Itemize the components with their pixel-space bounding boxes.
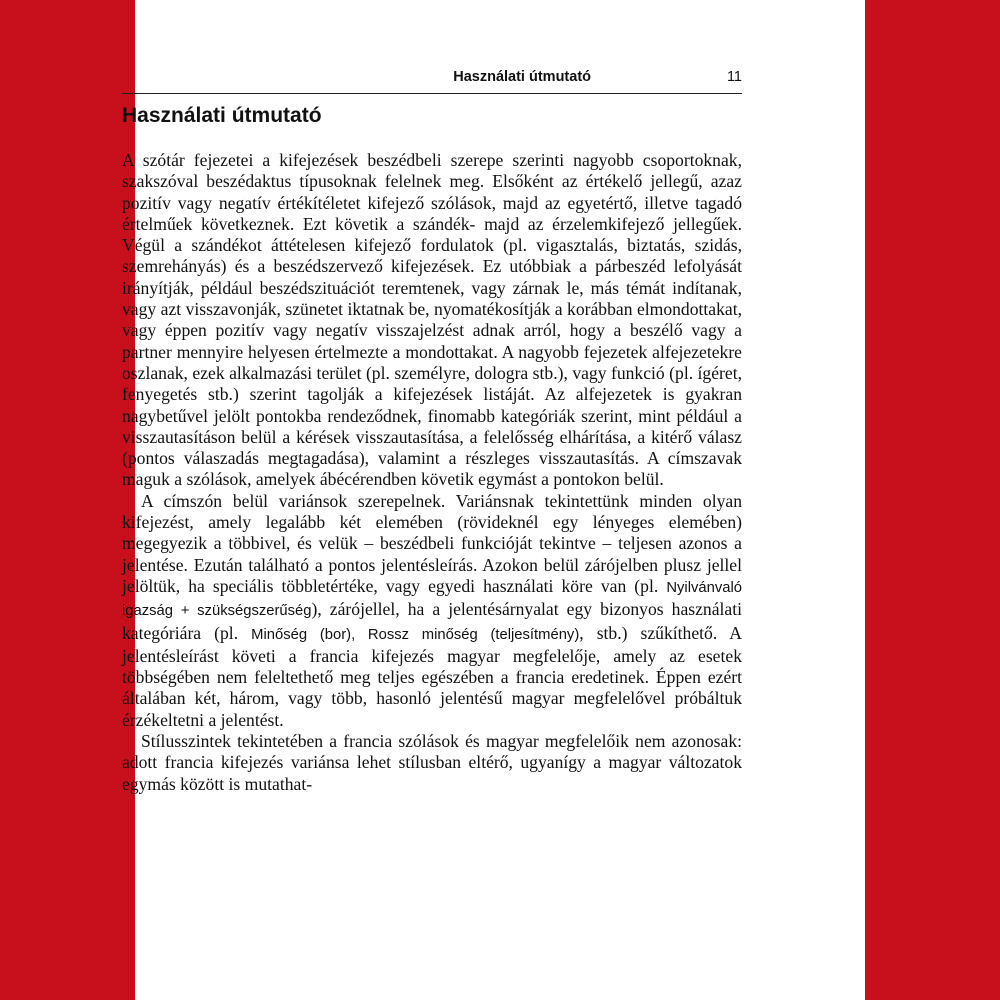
running-header-title: Használati útmutató	[453, 69, 591, 85]
paragraph-2-text-3: , stb.) szűkíthető. A jelentésleírást követi a francia kifejezés magyar megfelelője, amely az esetek többségében nem feleltethető meg teljes egészében a francia eredetinek. Éppen ezért általában két, három, vagy több, hasonló jelentésű magyar megfelelővel próbáltuk érzékeltetni a jelentést.	[122, 622, 742, 730]
example-meaning-category: Minőség (bor), Rossz minőség (teljesítmény)	[251, 626, 580, 643]
paragraph-1: A szótár fejezetei a kifejezések beszédbeli szerepe szerinti nagyobb csoportoknak, szakszóval beszédaktus típusoknak felelnek meg. Elsőként az értékelő jellegű, azaz pozitív vagy negatív értékítéletet kifejező szólások, majd az egyetértő, illetve tagadó értelműek következnek. Ezt követik a szándék- majd az érzelemkifejező jellegűek. Végül a szándékot áttételesen kifejező fordulatok (pl. vigasztalás, biztatás, szidás, szemrehányás) és a beszédszervező kifejezések. Ez utóbbiak a párbeszéd lefolyását irányítják, például beszédszituációt teremtenek, vagy zárnak le, más témát indítanak, vagy azt visszavonják, szünetet iktatnak be, nyomatékosítják a korábban elmondottakat, vagy éppen pozitív vagy negatív visszajelzést adnak arról, hogy a beszélő vagy a partner mennyire helyesen értelmezte a mondottakat. A nagyobb fejezetek alfejezetekre oszlanak, ezek alkalmazási terület (pl. személyre, dologra stb.), vagy funkció (pl. ígéret, fenyegetés stb.) szerint tagolják a kifejezések listáját. Az alfejezetek is gyakran nagybetűvel jelölt pontokba rendeződnek, finomabb kategóriák szerint, mint például a visszautasításon belül a kérések visszautasítása, a felelősség elhárítása, a kitérő válasz (pontos válaszadás megtagadása), valamint a részleges visszautasítás. A címszavak maguk a szólások, amelyek ábécérendben követik egymást a pontokon belül.	[122, 150, 742, 490]
chapter-title: Használati útmutató	[122, 104, 322, 127]
paragraph-2-text-2: ), zárójellel, ha a jelentésárnyalat egy bizonyos használati kategóriára (pl.	[122, 599, 743, 643]
running-header	[122, 67, 742, 94]
paragraph-2-text-1: A címszón belül variánsok szerepelnek. Variánsnak tekintettünk minden olyan kifejezést, amely legalább két elemében (rövideknél egy lényeges elemében) megegyezik a többivel, és velük – beszédbeli funkcióját tekintve – teljesen azonos a jelentése. Ezután található a pontos jelentésleírás. Azokon belül zárójelben plusz jellel jelöltük, ha speciális többletértéke, vagy egyedi használati köre van (pl.	[122, 490, 742, 596]
example-usage-category: Nyilvánvaló igazság + szükségszerűség	[122, 579, 742, 620]
paragraph-2	[122, 491, 742, 731]
page-number: 11	[726, 69, 742, 85]
body-text	[122, 150, 742, 795]
paragraph-3: Stílusszintek tekintetében a francia szólások és magyar megfelelőik nem azonosak: adott francia kifejezés variánsa lehet stílusban eltérő, ugyanígy a magyar változatok egymás között is mutathat-	[122, 731, 742, 794]
